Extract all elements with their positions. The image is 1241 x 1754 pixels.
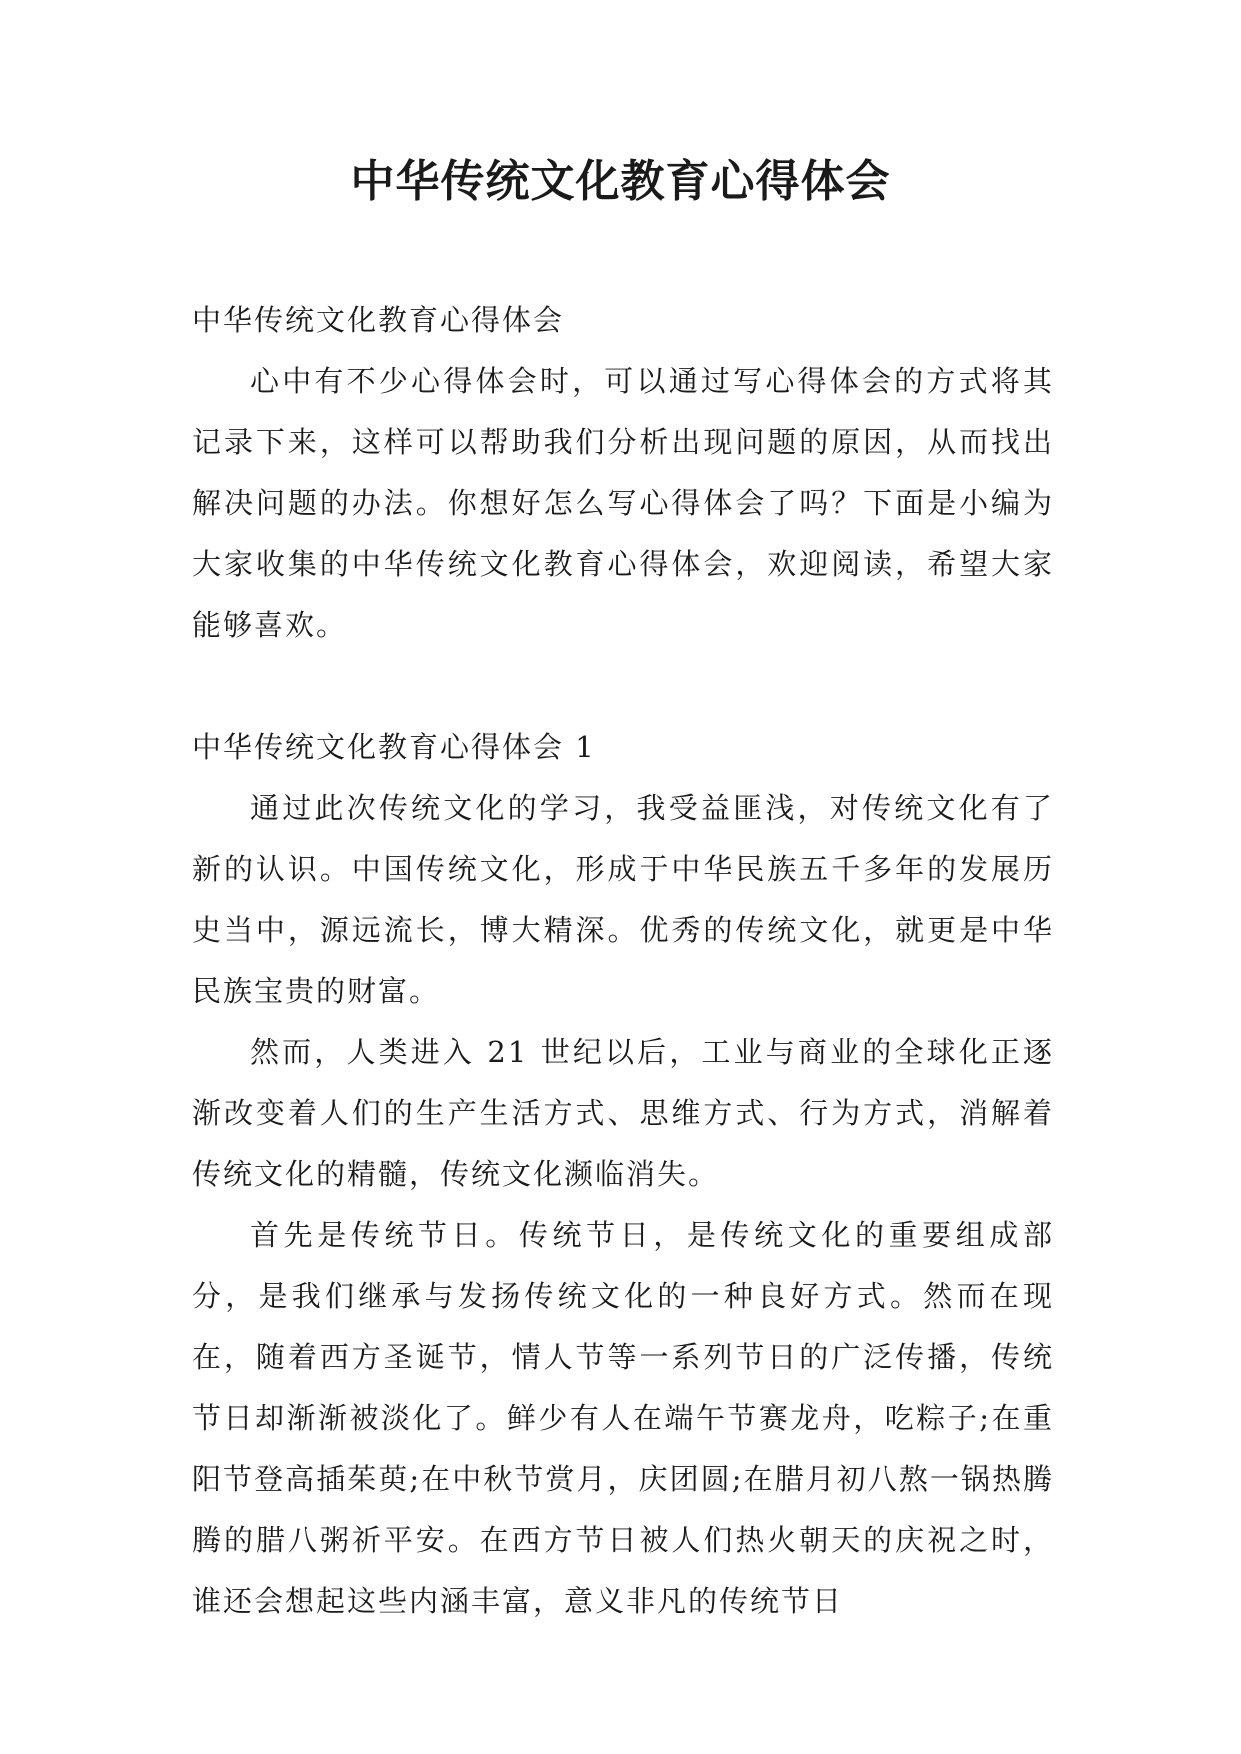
intro-heading: 中华传统文化教育心得体会 <box>192 303 565 337</box>
document-body <box>192 290 1054 1632</box>
body-paragraph: 然而，人类进入 21 世纪以后，工业与商业的全球化正逐渐改变着人们的生产生活方式、思维方式、行为方式，消解着传统文化的精髓，传统文化濒临消失。 <box>192 1035 1054 1191</box>
section-heading: 中华传统文化教育心得体会 1 <box>192 730 596 764</box>
body-paragraph: 通过此次传统文化的学习，我受益匪浅，对传统文化有了新的认识。中国传统文化，形成于中华民族五千多年的发展历史当中，源远流长，博大精深。优秀的传统文化，就更是中华民族宝贵的财富。 <box>192 791 1054 1008</box>
document-title: 中华传统文化教育心得体会 <box>350 156 891 207</box>
intro-paragraph: 心中有不少心得体会时，可以通过写心得体会的方式将其记录下来，这样可以帮助我们分析出现问题的原因，从而找出解决问题的办法。你想好怎么写心得体会了吗？下面是小编为大家收集的中华传统文化教育心得体会，欢迎阅读，希望大家能够喜欢。 <box>192 364 1054 642</box>
body-paragraph: 首先是传统节日。传统节日，是传统文化的重要组成部分，是我们继承与发扬传统文化的一种良好方式。然而在现在，随着西方圣诞节，情人节等一系列节日的广泛传播，传统节日却渐渐被淡化了。鲜少有人在端午节赛龙舟，吃粽子;在重阳节登高插茱萸;在中秋节赏月，庆团圆;在腊月初八熬一锅热腾腾的腊八粥祈平安。在西方节日被人们热火朝天的庆祝之时，谁还会想起这些内涵丰富，意义非凡的传统节日 <box>192 1218 1054 1618</box>
section-spacer <box>192 656 1054 717</box>
